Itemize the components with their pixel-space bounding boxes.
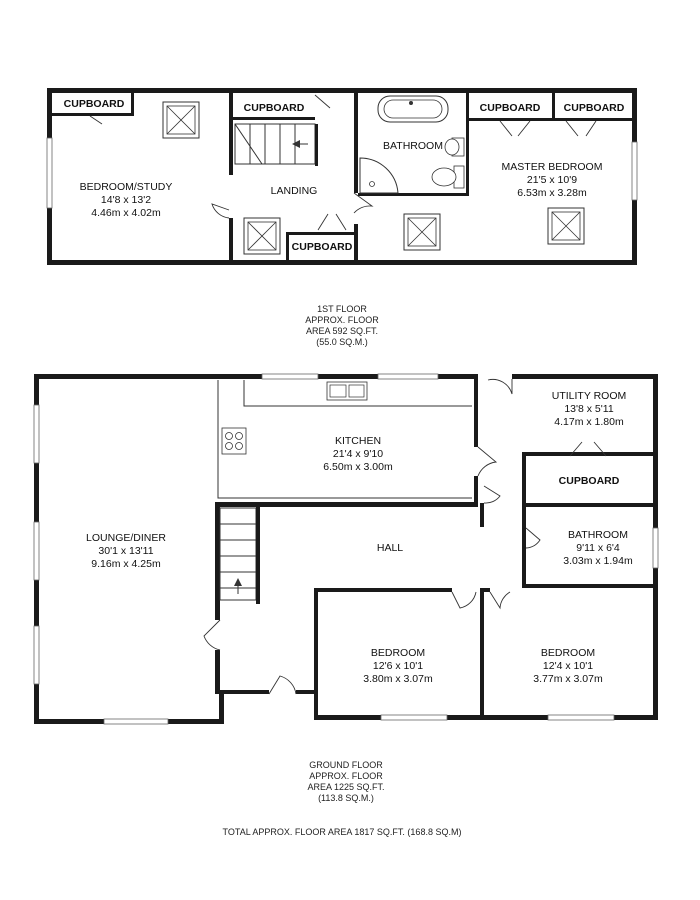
- bedroom-2-imperial: 12'4 x 10'1: [542, 660, 594, 672]
- bedroom-1-name: BEDROOM: [370, 647, 426, 659]
- first-floor-area-line: AREA 592 SQ.FT.: [305, 326, 379, 336]
- window: [104, 719, 168, 724]
- master-bedroom-metric: 6.53m x 3.28m: [517, 187, 587, 199]
- first-floor-area-line: 1ST FLOOR: [317, 304, 367, 314]
- kitchen-name: KITCHEN: [334, 435, 382, 447]
- ground-floor-area-line: AREA 1225 SQ.FT.: [307, 782, 385, 792]
- bathroom-metric: 3.03m x 1.94m: [563, 555, 633, 567]
- bathroom-imperial: 9'11 x 6'4: [576, 542, 620, 554]
- window: [548, 715, 614, 720]
- kitchen-imperial: 21'4 x 9'10: [332, 448, 384, 460]
- cupboard-label: CUPBOARD: [479, 102, 541, 114]
- bedroom-2-name: BEDROOM: [540, 647, 596, 659]
- bedroom-1-metric: 3.80m x 3.07m: [363, 673, 433, 685]
- master-bedroom-imperial: 21'5 x 10'9: [526, 174, 578, 186]
- first-floor-area-line: APPROX. FLOOR: [305, 315, 379, 325]
- lounge-diner-imperial: 30'1 x 13'11: [98, 545, 154, 557]
- kitchen-metric: 6.50m x 3.00m: [323, 461, 393, 473]
- bedroom-1-imperial: 12'6 x 10'1: [372, 660, 424, 672]
- bedroom-study-metric: 4.46m x 4.02m: [91, 207, 161, 219]
- window: [34, 405, 39, 463]
- window: [653, 528, 658, 568]
- bedroom-2-metric: 3.77m x 3.07m: [533, 673, 603, 685]
- first-floor: [47, 88, 637, 347]
- ground-floor-area-line: APPROX. FLOOR: [309, 771, 383, 781]
- total-area: TOTAL APPROX. FLOOR AREA 1817 SQ.FT. (168.8 SQ.M): [222, 827, 462, 837]
- master-bedroom-name: MASTER BEDROOM: [501, 161, 603, 173]
- cupboard-label: CUPBOARD: [243, 102, 305, 114]
- bathroom-name: BATHROOM: [383, 140, 443, 152]
- cupboard-label: CUPBOARD: [563, 102, 625, 114]
- utility-room-metric: 4.17m x 1.80m: [554, 416, 624, 428]
- landing-name: LANDING: [270, 185, 318, 197]
- ground-floor: [34, 374, 658, 837]
- window: [34, 522, 39, 580]
- window: [34, 626, 39, 684]
- bedroom-study-imperial: 14'8 x 13'2: [100, 194, 152, 206]
- ground-floor-area-line: GROUND FLOOR: [309, 760, 383, 770]
- utility-room-name: UTILITY ROOM: [551, 390, 627, 402]
- cupboard-label: CUPBOARD: [291, 241, 353, 253]
- lounge-diner-metric: 9.16m x 4.25m: [91, 558, 161, 570]
- bathroom-name: BATHROOM: [568, 529, 628, 541]
- window: [378, 374, 438, 379]
- window: [632, 142, 637, 200]
- window: [262, 374, 318, 379]
- utility-room-imperial: 13'8 x 5'11: [564, 403, 614, 415]
- ground-floor-area-line: (113.8 SQ.M.): [318, 793, 374, 803]
- first-floor-area-line: (55.0 SQ.M.): [316, 337, 368, 347]
- hall-name: HALL: [376, 542, 404, 554]
- cupboard-label: CUPBOARD: [558, 475, 620, 487]
- window: [47, 138, 52, 208]
- window: [381, 715, 447, 720]
- bedroom-study-name: BEDROOM/STUDY: [79, 181, 173, 193]
- cupboard-label: CUPBOARD: [63, 98, 125, 110]
- lounge-diner-name: LOUNGE/DINER: [86, 532, 166, 544]
